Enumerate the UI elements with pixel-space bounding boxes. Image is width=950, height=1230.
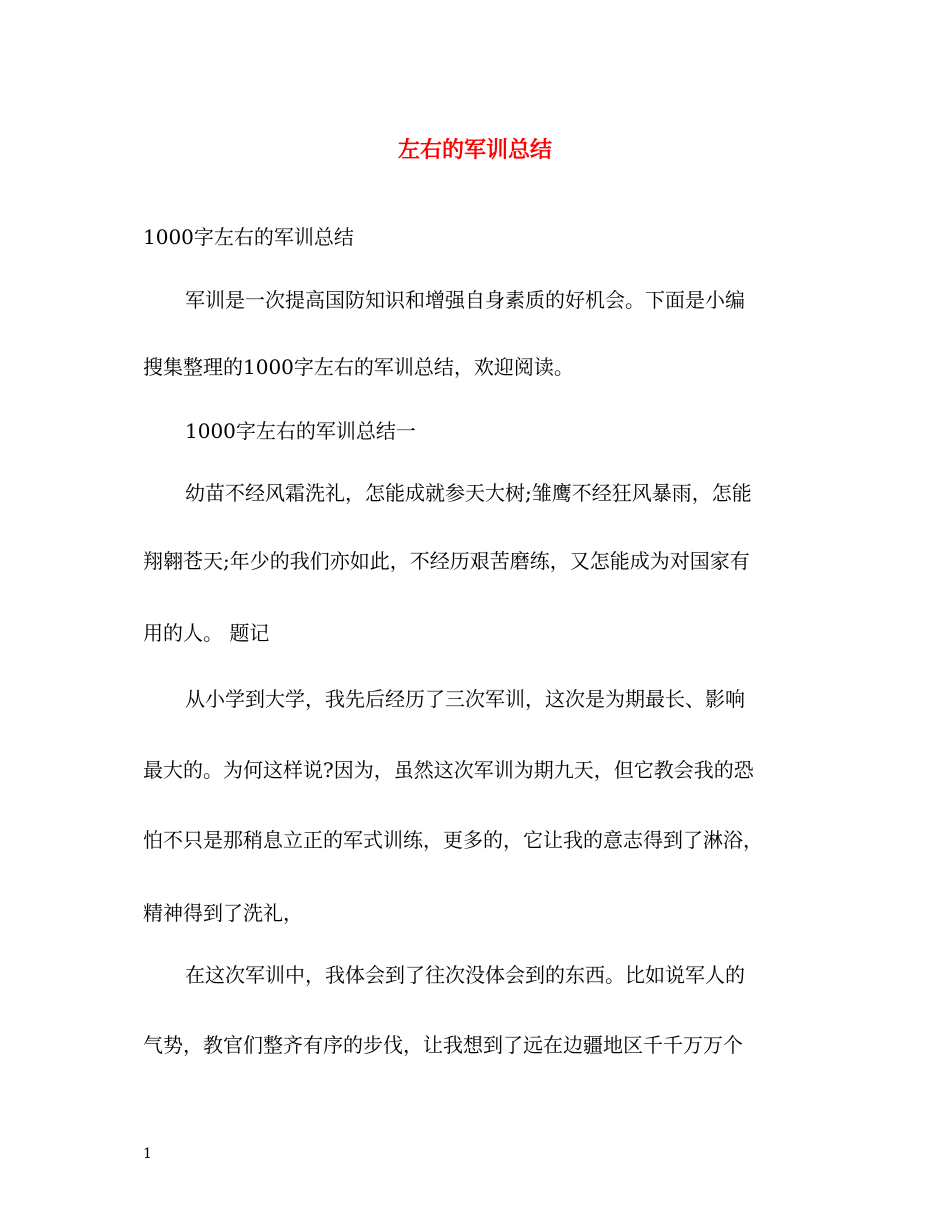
subtitle-line: 1000字左右的军训总结 [143, 225, 354, 249]
section-heading: 1000字左右的军训总结一 [185, 419, 416, 443]
paragraph-line: 从小学到大学，我先后经历了三次军训，这次是为期最长、影响 [185, 687, 745, 711]
paragraph-line: 用的人。 题记 [143, 621, 270, 645]
paragraph-line: 军训是一次提高国防知识和增强自身素质的好机会。下面是小编 [185, 288, 745, 312]
paragraph-line: 精神得到了洗礼， [143, 901, 303, 925]
paragraph-line: 在这次军训中，我体会到了往次没体会到的东西。比如说军人的 [185, 963, 745, 987]
paragraph-line: 幼苗不经风霜洗礼，怎能成就参天大树;雏鹰不经狂风暴雨，怎能 [185, 481, 752, 505]
paragraph-line: 气势，教官们整齐有序的步伐，让我想到了远在边疆地区千千万万个 [143, 1033, 743, 1057]
paragraph-line: 搜集整理的1000字左右的军训总结，欢迎阅读。 [143, 355, 574, 379]
page-number: 1 [143, 1146, 152, 1162]
paragraph-line: 最大的。为何这样说?因为，虽然这次军训为期九天，但它教会我的恐 [143, 758, 754, 782]
document-title: 左右的军训总结 [397, 137, 552, 163]
paragraph-line: 怕不只是那稍息立正的军式训练，更多的，它让我的意志得到了淋浴， [143, 828, 763, 852]
paragraph-line: 翔翱苍天;年少的我们亦如此，不经历艰苦磨练，又怎能成为对国家有 [143, 549, 750, 573]
